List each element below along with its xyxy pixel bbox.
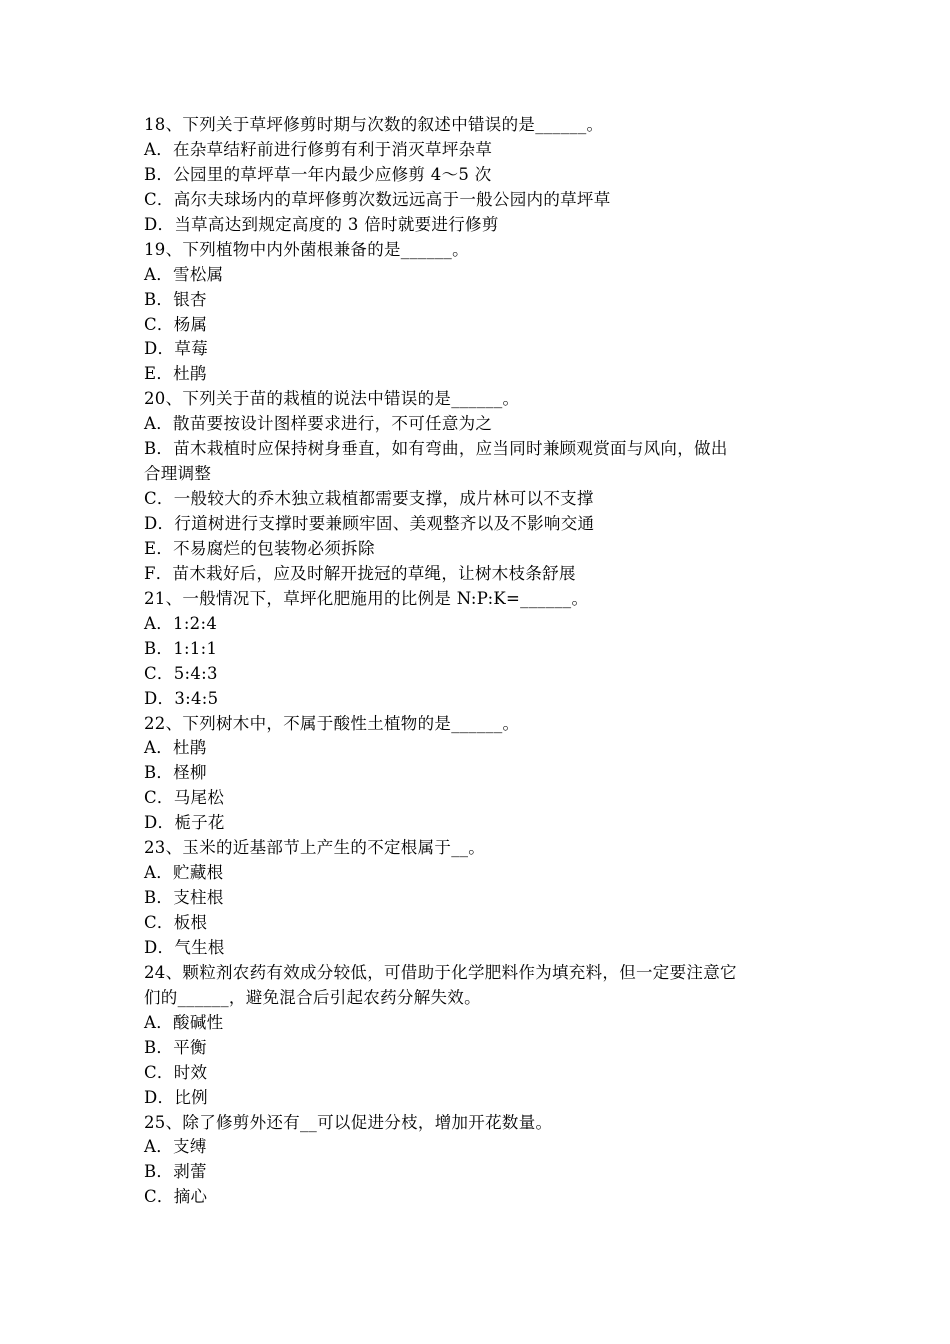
text-line: A．散苗要按设计图样要求进行，不可任意为之	[144, 414, 493, 434]
text-line: C．时效	[144, 1062, 208, 1082]
text-line: 22、下列树木中，不属于酸性土植物的是______。	[144, 713, 520, 733]
text-line: D．当草高达到规定高度的 3 倍时就要进行修剪	[144, 214, 499, 234]
text-line: B．1:1:1	[144, 638, 218, 658]
text-line: 合理调整	[144, 464, 212, 484]
text-line: A．酸碱性	[144, 1012, 224, 1032]
text-line: E．不易腐烂的包装物必须拆除	[144, 538, 375, 558]
text-line: C．高尔夫球场内的草坪修剪次数远远高于一般公园内的草坪草	[144, 189, 611, 209]
text-line: B．平衡	[144, 1037, 207, 1057]
text-line: 18、下列关于草坪修剪时期与次数的叙述中错误的是______。	[144, 115, 604, 134]
text-line: E．杜鹃	[144, 364, 207, 384]
text-line: 19、下列植物中内外菌根兼备的是______。	[144, 239, 469, 259]
text-line: C．杨属	[144, 314, 208, 334]
text-line: D．3:4:5	[144, 688, 219, 708]
text-line: C．板根	[144, 913, 208, 932]
text-line: C．5:4:3	[144, 663, 218, 683]
text-line: D．比例	[144, 1087, 208, 1107]
text-line: A．在杂草结籽前进行修剪有利于消灭草坪杂草	[144, 139, 493, 159]
text-line: 20、下列关于苗的栽植的说法中错误的是______。	[144, 389, 520, 409]
text-line: 21、一般情况下，草坪化肥施用的比例是 N:P:K=______。	[144, 588, 589, 608]
text-line: C．摘心	[144, 1187, 208, 1207]
text-line: B．公园里的草坪草一年内最少应修剪 4～5 次	[144, 164, 492, 184]
text-line: D．栀子花	[144, 813, 225, 833]
text-line: D．气生根	[144, 937, 225, 957]
text-line: 们的______，避免混合后引起农药分解失效。	[144, 987, 481, 1007]
text-line: C．马尾松	[144, 788, 225, 808]
text-line: B．柽柳	[144, 763, 207, 783]
text-line: D．草莓	[144, 339, 208, 359]
text-line: B．剥蕾	[144, 1162, 207, 1182]
document-page	[144, 113, 814, 1210]
text-line: D．行道树进行支撑时要兼顾牢固、美观整齐以及不影响交通	[144, 514, 595, 533]
text-line: B．银杏	[144, 289, 207, 309]
text-line: A．雪松属	[144, 264, 224, 284]
text-line: C．一般较大的乔木独立栽植都需要支撑，成片林可以不支撑	[144, 489, 594, 509]
text-line: A．1:2:4	[144, 613, 218, 633]
text-line: B．苗木栽植时应保持树身垂直，如有弯曲，应当同时兼顾观赏面与风向，做出	[144, 439, 728, 459]
text-line: A．支缚	[144, 1137, 207, 1157]
text-line: 23、玉米的近基部节上产生的不定根属于__。	[144, 838, 486, 858]
text-line: 25、除了修剪外还有__可以促进分枝，增加开花数量。	[144, 1112, 553, 1132]
text-line: B．支柱根	[144, 888, 224, 908]
text-line: F．苗木栽好后，应及时解开拢冠的草绳，让树木枝条舒展	[144, 563, 576, 583]
text-line: A．贮藏根	[144, 863, 224, 883]
text-line: 24、颗粒剂农药有效成分较低，可借助于化学肥料作为填充料，但一定要注意它	[144, 962, 737, 982]
text-line: A．杜鹃	[144, 738, 207, 758]
